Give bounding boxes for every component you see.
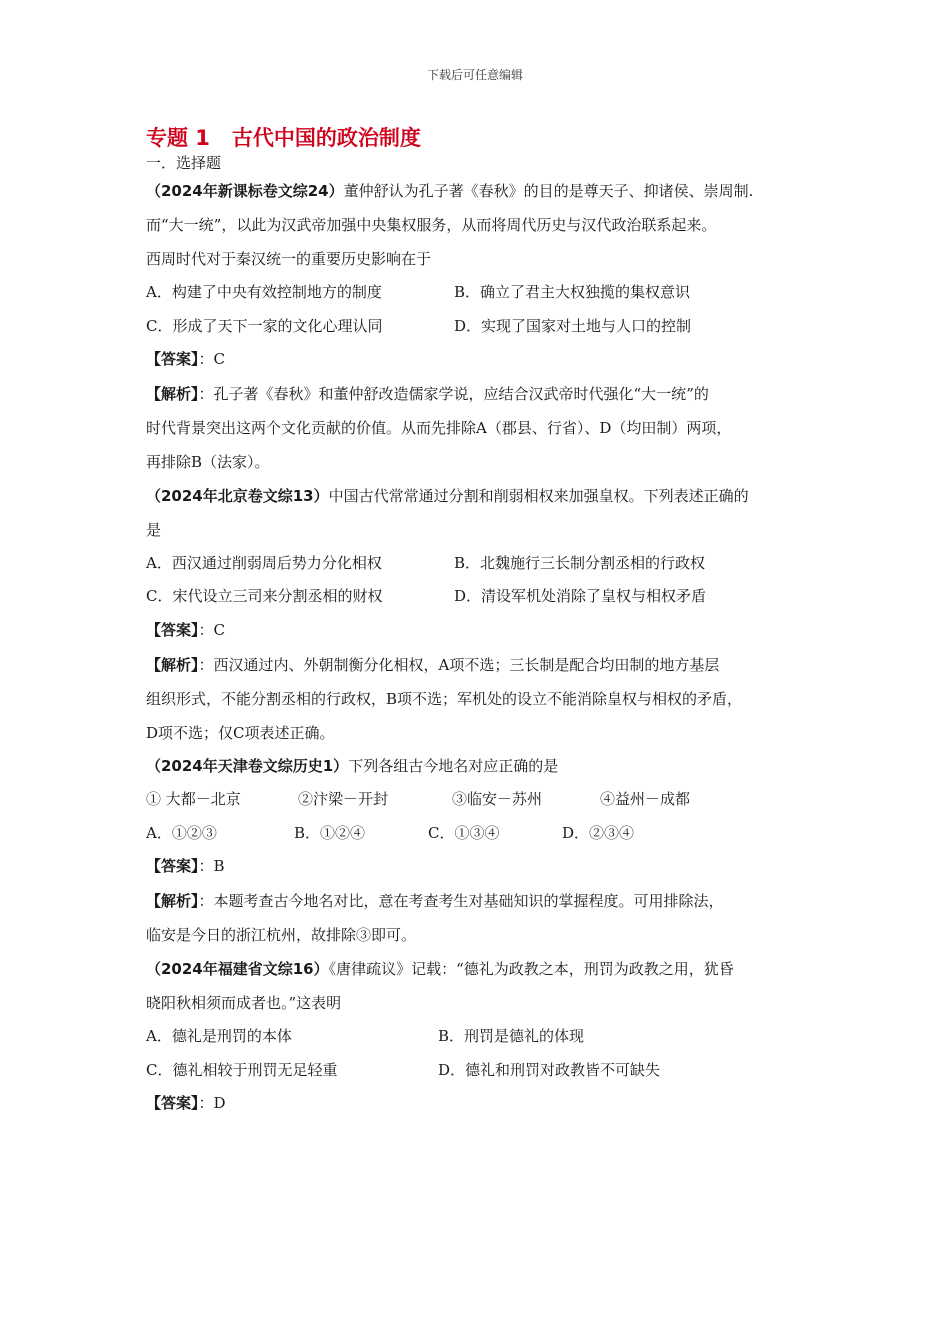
answer-value: ：D bbox=[198, 1094, 226, 1113]
analysis-text: ：孔子著《春秋》和董仲舒改造儒家学说，应结合汉武帝时代强化“大一统”的 bbox=[198, 384, 709, 403]
answer-label: 【答案】 bbox=[146, 620, 199, 639]
question-4-stem bbox=[146, 952, 826, 986]
question-2-stem bbox=[146, 479, 826, 513]
question-4-text: 《唐律疏议》记载：“德礼为政教之本，刑罚为政教之用，犹昏 bbox=[328, 959, 734, 978]
analysis-label: 【解析】 bbox=[146, 891, 199, 910]
analysis-text-line: 临安是今日的浙江杭州，故排除③即可。 bbox=[146, 925, 417, 944]
document-body bbox=[146, 124, 826, 1121]
question-3-answer bbox=[146, 850, 826, 884]
answer-value: ：C bbox=[198, 620, 225, 639]
place-pair-item: ③临安－苏州 bbox=[452, 790, 543, 809]
question-2-analysis bbox=[146, 648, 826, 682]
analysis-label: 【解析】 bbox=[146, 384, 199, 403]
question-4-text-line: 晓阳秋相须而成者也。”这表明 bbox=[146, 993, 342, 1012]
analysis-text: ：本题考查古今地名对比，意在考查考生对基础知识的掌握程度。可用排除法， bbox=[198, 891, 724, 910]
question-1-options-row bbox=[146, 310, 826, 344]
option-d: D．清设军机处消除了皇权与相权矛盾 bbox=[454, 587, 707, 606]
question-1-text: 董仲舒认为孔子著《春秋》的目的是尊天子、抑诸侯、崇周制. bbox=[343, 182, 754, 200]
place-pair-item: ④益州－成都 bbox=[600, 790, 691, 809]
answer-label: 【答案】 bbox=[146, 1094, 199, 1113]
question-2-options-row bbox=[146, 547, 826, 581]
analysis-text: ：西汉通过内、外朝制衡分化相权，A项不选；三长制是配合均田制的地方基层 bbox=[198, 655, 720, 674]
question-3-items-row bbox=[146, 783, 826, 817]
page-title: 专题 1 古代中国的政治制度 bbox=[146, 126, 421, 150]
analysis-text-line: 再排除B（法家）。 bbox=[146, 452, 270, 471]
question-1-analysis bbox=[146, 377, 826, 411]
question-4-options-row bbox=[146, 1054, 826, 1088]
answer-label: 【答案】 bbox=[146, 350, 199, 369]
option-c: C．①③④ bbox=[428, 823, 500, 842]
question-1-options-row bbox=[146, 276, 826, 310]
question-4-source: （2024年福建省文综16） bbox=[146, 959, 329, 978]
question-3-text: 下列各组古今地名对应正确的是 bbox=[348, 756, 559, 775]
question-4-answer bbox=[146, 1087, 826, 1121]
question-2-text: 中国古代常常通过分割和削弱相权来加强皇权。下列表述正确的 bbox=[328, 486, 749, 505]
analysis-text-line: D项不选；仅C项表述正确。 bbox=[146, 723, 335, 742]
option-b: B．确立了君主大权独揽的集权意识 bbox=[454, 283, 691, 301]
place-pair-item: ②汴梁－开封 bbox=[298, 790, 389, 809]
question-1-stem bbox=[146, 174, 826, 208]
answer-label: 【答案】 bbox=[146, 857, 199, 876]
question-1-text-line: 西周时代对于秦汉统一的重要历史影响在于 bbox=[146, 250, 432, 268]
option-a: A．德礼是刑罚的本体 bbox=[146, 1026, 292, 1045]
question-2-source: （2024年北京卷文综13） bbox=[146, 486, 329, 505]
option-d: D．②③④ bbox=[562, 823, 635, 842]
question-2-options-row bbox=[146, 580, 826, 614]
question-1-text-line: 而“大一统”，以此为汉武帝加强中央集权服务，从而将周代历史与汉代政治联系起来。 bbox=[146, 216, 717, 234]
question-2-text-line: 是 bbox=[146, 520, 162, 539]
analysis-label: 【解析】 bbox=[146, 655, 199, 674]
question-1-source: （2024年新课标卷文综24） bbox=[146, 182, 344, 200]
question-3-analysis bbox=[146, 884, 826, 918]
page-header: 下载后可任意编辑 bbox=[426, 68, 523, 82]
question-2-answer bbox=[146, 614, 826, 648]
option-c: C．德礼相较于刑罚无足轻重 bbox=[146, 1060, 338, 1079]
option-c: C．形成了天下一家的文化心理认同 bbox=[146, 316, 383, 335]
option-a: A．构建了中央有效控制地方的制度 bbox=[146, 283, 382, 301]
section-heading: 一．选择题 bbox=[146, 154, 222, 172]
option-a: A．①②③ bbox=[146, 823, 217, 842]
option-a: A．西汉通过削弱周后势力分化相权 bbox=[146, 553, 382, 572]
question-4-options-row bbox=[146, 1020, 826, 1054]
option-b: B．①②④ bbox=[294, 823, 366, 842]
option-c: C．宋代设立三司来分割丞相的财权 bbox=[146, 587, 383, 606]
option-b: B．刑罚是德礼的体现 bbox=[438, 1026, 585, 1045]
option-d: D．实现了国家对土地与人口的控制 bbox=[454, 316, 692, 335]
question-3-stem bbox=[146, 750, 826, 784]
question-3-options-row bbox=[146, 817, 826, 851]
analysis-text-line: 组织形式，不能分割丞相的行政权，B项不选；军机处的设立不能消除皇权与相权的矛盾， bbox=[146, 689, 743, 708]
analysis-text-line: 时代背景突出这两个文化贡献的价值。从而先排除A（郡县、行省）、D（均田制）两项， bbox=[146, 418, 732, 437]
answer-value: ：B bbox=[198, 857, 225, 876]
option-b: B．北魏施行三长制分割丞相的行政权 bbox=[454, 553, 706, 572]
question-3-source: （2024年天津卷文综历史1） bbox=[146, 756, 349, 775]
option-d: D．德礼和刑罚对政教皆不可缺失 bbox=[438, 1060, 661, 1079]
place-pair-item: ① 大都－北京 bbox=[146, 790, 241, 809]
answer-value: ：C bbox=[198, 350, 225, 369]
question-1-answer bbox=[146, 343, 826, 377]
